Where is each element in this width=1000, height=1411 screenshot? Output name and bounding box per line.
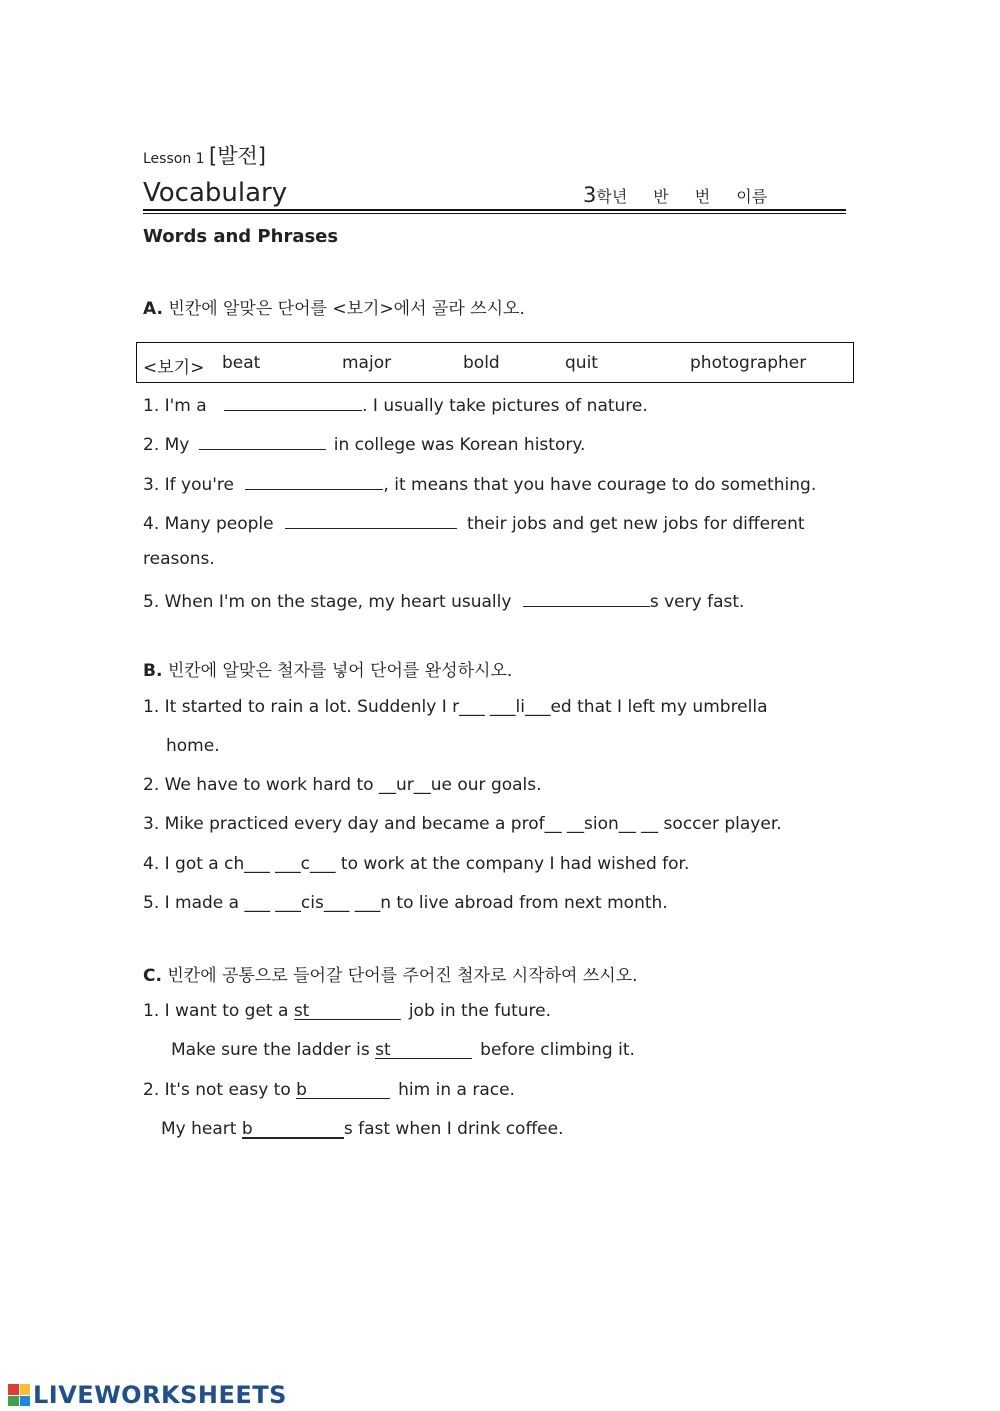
student-info — [583, 183, 767, 207]
answer-blank[interactable] — [199, 431, 326, 450]
word-option: beat — [222, 353, 261, 373]
liveworksheets-logo — [8, 1380, 287, 1410]
section-b-heading — [143, 656, 512, 681]
answer-blank[interactable] — [285, 510, 457, 529]
question-a3: 3. If you're , it means that you have courage to do something. — [143, 471, 816, 495]
section-a-instruction: 빈칸에 알맞은 단어를 <보기>에서 골라 쓰시오. — [168, 299, 525, 319]
question-a5: 5. When I'm on the stage, my heart usually s very fast. — [143, 588, 744, 612]
header-divider — [143, 209, 846, 211]
page-title: Vocabulary — [143, 178, 288, 208]
question-b3[interactable]: 3. Mike practiced every day and became a prof__ __sion__ __ soccer player. — [143, 814, 782, 834]
logo-text: LIVEWORKSHEETS — [33, 1381, 287, 1409]
grade-number: 3 — [583, 183, 597, 207]
question-b1-cont: home. — [166, 736, 220, 756]
section-c-instruction: 빈칸에 공통으로 들어갈 단어를 주어진 철자로 시작하여 쓰시오. — [167, 966, 638, 986]
question-a2: 2. My in college was Korean history. — [143, 431, 585, 455]
word-option: bold — [463, 353, 500, 373]
subheading: Words and Phrases — [143, 226, 339, 247]
header-divider-thin — [143, 213, 846, 214]
word-option: major — [342, 353, 392, 373]
section-a-letter: A. — [143, 299, 163, 319]
section-c-heading — [143, 961, 638, 986]
section-a-heading — [143, 294, 525, 319]
number-label: 번 — [694, 187, 711, 206]
answer-blank[interactable]: st — [294, 1001, 401, 1020]
question-c1b: Make sure the ladder is st before climbing it. — [171, 1040, 635, 1060]
answer-blank[interactable] — [245, 471, 383, 490]
word-box — [136, 342, 854, 383]
logo-grid-icon — [8, 1384, 30, 1406]
question-c2b: My heart b s fast when I drink coffee. — [161, 1119, 564, 1139]
word-option: photographer — [690, 353, 807, 373]
question-c2a: 2. It's not easy to b him in a race. — [143, 1080, 515, 1100]
answer-blank[interactable] — [224, 392, 362, 411]
question-b5[interactable]: 5. I made a ___ ___cis___ ___n to live abroad from next month. — [143, 893, 668, 913]
question-b2[interactable]: 2. We have to work hard to __ur__ue our goals. — [143, 775, 542, 795]
question-a4-cont: reasons. — [143, 549, 215, 569]
lesson-tag: [발전] — [209, 144, 266, 168]
question-a4: 4. Many people their jobs and get new jobs for different — [143, 510, 805, 534]
word-box-label: <보기> — [143, 358, 205, 378]
question-c1a: 1. I want to get a st job in the future. — [143, 1001, 552, 1021]
answer-blank[interactable]: b — [242, 1119, 344, 1139]
section-b-letter: B. — [143, 661, 163, 681]
grade-label: 학년 — [596, 187, 628, 206]
word-option: quit — [565, 353, 598, 373]
class-label: 반 — [653, 187, 669, 206]
answer-blank[interactable]: b — [296, 1080, 390, 1099]
answer-blank[interactable]: st — [375, 1040, 472, 1059]
question-a1: 1. I'm a . I usually take pictures of nature. — [143, 392, 648, 416]
section-c-letter: C. — [143, 966, 162, 986]
question-b4[interactable]: 4. I got a ch___ ___c___ to work at the company I had wished for. — [143, 854, 690, 874]
name-label: 이름 — [736, 187, 768, 206]
answer-blank[interactable] — [523, 588, 650, 607]
lesson-label: Lesson 1 [발전] — [143, 144, 266, 168]
section-b-instruction: 빈칸에 알맞은 철자를 넣어 단어를 완성하시오. — [167, 661, 513, 681]
question-b1[interactable]: 1. It started to rain a lot. Suddenly I r___ ___li___ed that I left my umbrella — [143, 697, 768, 717]
